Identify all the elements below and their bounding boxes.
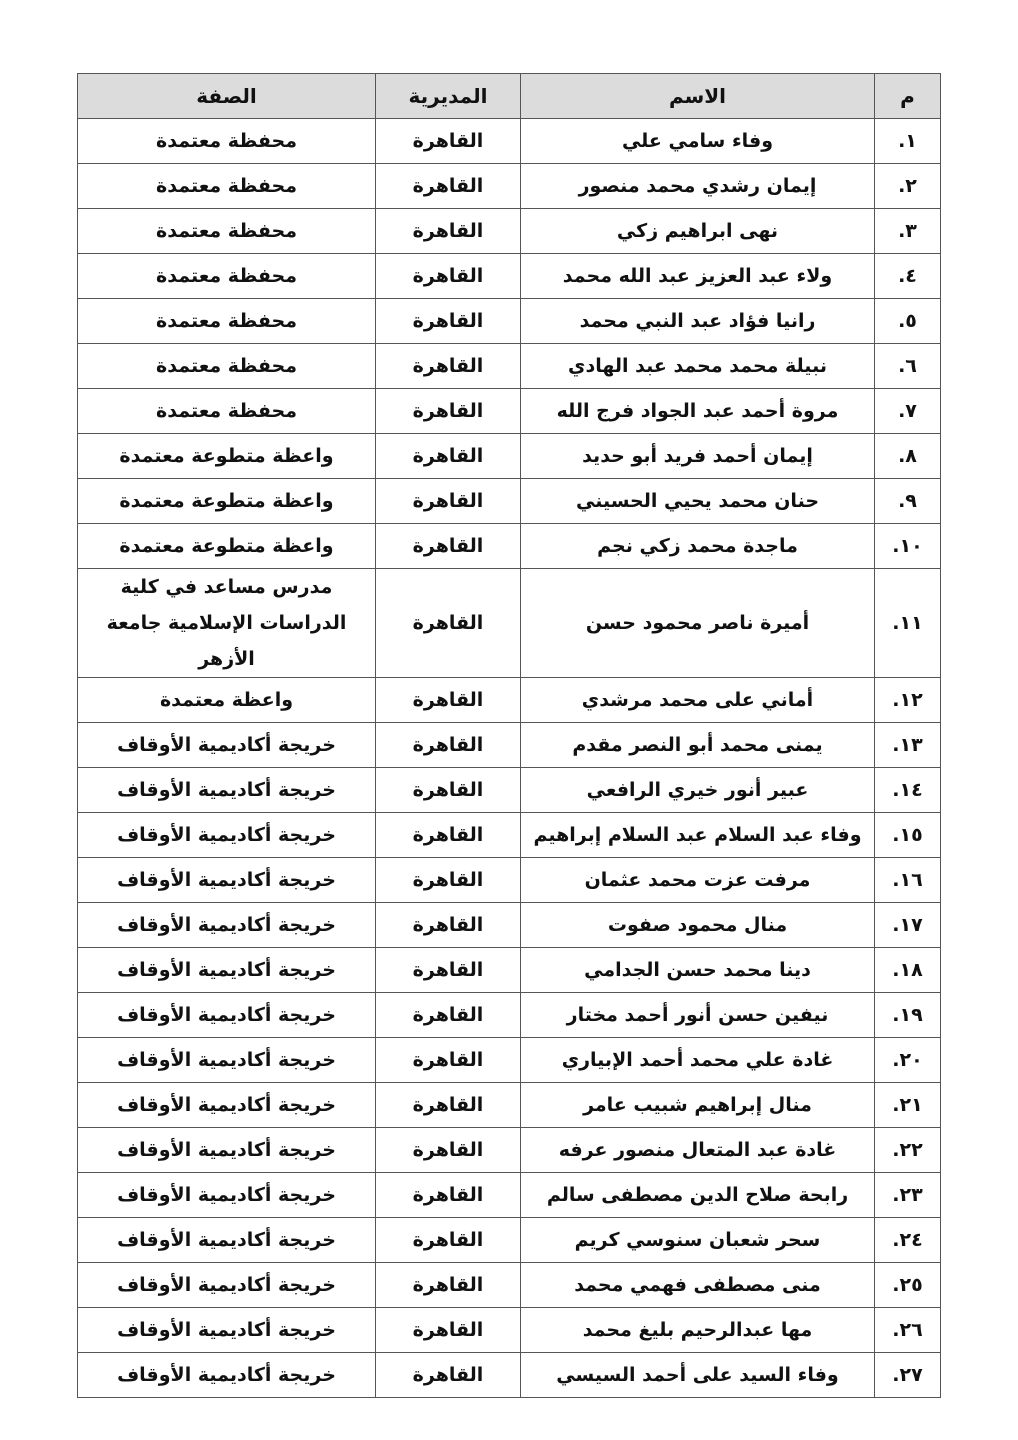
row-number: .١٤ [875,768,941,813]
row-name: دينا محمد حسن الجدامي [521,948,875,993]
header-name: الاسم [521,74,875,119]
row-name: رانيا فؤاد عبد النبي محمد [521,299,875,344]
table-row [78,524,941,569]
row-number: .٢٠ [875,1038,941,1083]
row-number: .١٣ [875,723,941,768]
header-directorate: المديرية [376,74,521,119]
row-number: .٢٣ [875,1173,941,1218]
row-name: وفاء عبد السلام عبد السلام إبراهيم [521,813,875,858]
table-header-row [78,74,941,119]
row-directorate: القاهرة [376,678,521,723]
row-directorate: القاهرة [376,1218,521,1263]
row-name: إيمان رشدي محمد منصور [521,164,875,209]
table-row [78,768,941,813]
row-number: .٢٥ [875,1263,941,1308]
row-role: خريجة أكاديمية الأوقاف [78,1083,376,1128]
row-role: خريجة أكاديمية الأوقاف [78,1218,376,1263]
table-row [78,209,941,254]
table-row [78,254,941,299]
row-number: .١٩ [875,993,941,1038]
row-role: خريجة أكاديمية الأوقاف [78,903,376,948]
row-directorate: القاهرة [376,993,521,1038]
row-number: .٨ [875,434,941,479]
row-name: أميرة ناصر محمود حسن [521,569,875,678]
row-name: نبيلة محمد محمد عبد الهادي [521,344,875,389]
row-number: .٥ [875,299,941,344]
row-role: واعظة متطوعة معتمدة [78,524,376,569]
row-directorate: القاهرة [376,1353,521,1398]
header-number: م [875,74,941,119]
row-role: خريجة أكاديمية الأوقاف [78,1353,376,1398]
table-row [78,164,941,209]
row-role: خريجة أكاديمية الأوقاف [78,1263,376,1308]
row-name: مروة أحمد عبد الجواد فرج الله [521,389,875,434]
row-directorate: القاهرة [376,389,521,434]
row-directorate: القاهرة [376,1038,521,1083]
row-number: .١١ [875,569,941,678]
row-number: .٤ [875,254,941,299]
row-name: غادة عبد المتعال منصور عرفه [521,1128,875,1173]
table-row [78,1218,941,1263]
row-directorate: القاهرة [376,948,521,993]
row-name: نهى ابراهيم زكي [521,209,875,254]
table-row [78,858,941,903]
row-directorate: القاهرة [376,1128,521,1173]
row-directorate: القاهرة [376,479,521,524]
row-number: .٢١ [875,1083,941,1128]
row-number: .١ [875,119,941,164]
table-row [78,1128,941,1173]
row-number: .٢٤ [875,1218,941,1263]
table-row [78,119,941,164]
row-name: منال محمود صفوت [521,903,875,948]
roster-table [77,73,941,1398]
row-name: منال إبراهيم شبيب عامر [521,1083,875,1128]
row-directorate: القاهرة [376,768,521,813]
table-row [78,948,941,993]
table-row [78,299,941,344]
row-number: .٢ [875,164,941,209]
table-row [78,723,941,768]
row-number: .٢٧ [875,1353,941,1398]
row-name: إيمان أحمد فريد أبو حديد [521,434,875,479]
row-role: خريجة أكاديمية الأوقاف [78,993,376,1038]
row-number: .٢٦ [875,1308,941,1353]
row-name: مها عبدالرحيم بليغ محمد [521,1308,875,1353]
row-number: .١٦ [875,858,941,903]
header-role: الصفة [78,74,376,119]
row-name: أماني على محمد مرشدي [521,678,875,723]
row-directorate: القاهرة [376,1083,521,1128]
row-directorate: القاهرة [376,569,521,678]
row-role: محفظة معتمدة [78,299,376,344]
row-number: .١٨ [875,948,941,993]
row-name: وفاء السيد على أحمد السيسي [521,1353,875,1398]
table-row [78,678,941,723]
table-row [78,434,941,479]
row-name: ماجدة محمد زكي نجم [521,524,875,569]
row-number: .٩ [875,479,941,524]
row-role: واعظة متطوعة معتمدة [78,434,376,479]
row-name: وفاء سامي علي [521,119,875,164]
row-number: .٦ [875,344,941,389]
row-role: محفظة معتمدة [78,119,376,164]
row-directorate: القاهرة [376,1308,521,1353]
row-role: واعظة معتمدة [78,678,376,723]
row-role: محفظة معتمدة [78,389,376,434]
row-name: حنان محمد يحيي الحسيني [521,479,875,524]
row-name: عبير أنور خيري الرافعي [521,768,875,813]
row-role: محفظة معتمدة [78,254,376,299]
row-role: خريجة أكاديمية الأوقاف [78,858,376,903]
row-directorate: القاهرة [376,858,521,903]
table-row [78,1173,941,1218]
row-role: مدرس مساعد في كلية الدراسات الإسلامية جامعة الأزهر [78,569,376,678]
row-role: خريجة أكاديمية الأوقاف [78,723,376,768]
row-name: سحر شعبان سنوسي كريم [521,1218,875,1263]
row-name: نيفين حسن أنور أحمد مختار [521,993,875,1038]
table-row [78,813,941,858]
table-row [78,389,941,434]
row-directorate: القاهرة [376,344,521,389]
row-directorate: القاهرة [376,813,521,858]
row-directorate: القاهرة [376,119,521,164]
row-name: منى مصطفى فهمي محمد [521,1263,875,1308]
table-row [78,1038,941,1083]
row-directorate: القاهرة [376,299,521,344]
table-row [78,1263,941,1308]
row-role: خريجة أكاديمية الأوقاف [78,768,376,813]
table-row [78,1083,941,1128]
row-role: واعظة متطوعة معتمدة [78,479,376,524]
row-name: مرفت عزت محمد عثمان [521,858,875,903]
row-number: .١٢ [875,678,941,723]
row-directorate: القاهرة [376,254,521,299]
row-name: يمنى محمد أبو النصر مقدم [521,723,875,768]
row-directorate: القاهرة [376,209,521,254]
row-role: خريجة أكاديمية الأوقاف [78,813,376,858]
row-name: ولاء عبد العزيز عبد الله محمد [521,254,875,299]
table-row [78,344,941,389]
table-row [78,993,941,1038]
roster-body [78,119,941,1398]
row-role: محفظة معتمدة [78,164,376,209]
table-row [78,903,941,948]
row-role: خريجة أكاديمية الأوقاف [78,1128,376,1173]
row-role: محفظة معتمدة [78,209,376,254]
row-number: .٣ [875,209,941,254]
row-directorate: القاهرة [376,903,521,948]
row-role: خريجة أكاديمية الأوقاف [78,1038,376,1083]
row-number: .٧ [875,389,941,434]
row-directorate: القاهرة [376,723,521,768]
table-row [78,569,941,678]
row-number: .١٥ [875,813,941,858]
row-directorate: القاهرة [376,524,521,569]
table-row [78,1353,941,1398]
row-directorate: القاهرة [376,164,521,209]
row-role: خريجة أكاديمية الأوقاف [78,1173,376,1218]
table-row [78,479,941,524]
row-role: خريجة أكاديمية الأوقاف [78,948,376,993]
row-number: .٢٢ [875,1128,941,1173]
row-directorate: القاهرة [376,434,521,479]
row-directorate: القاهرة [376,1263,521,1308]
row-number: .١٠ [875,524,941,569]
row-name: رابحة صلاح الدين مصطفى سالم [521,1173,875,1218]
row-number: .١٧ [875,903,941,948]
document-sheet [77,73,940,1398]
row-role: خريجة أكاديمية الأوقاف [78,1308,376,1353]
row-name: غادة علي محمد أحمد الإبياري [521,1038,875,1083]
row-directorate: القاهرة [376,1173,521,1218]
row-role: محفظة معتمدة [78,344,376,389]
table-row [78,1308,941,1353]
